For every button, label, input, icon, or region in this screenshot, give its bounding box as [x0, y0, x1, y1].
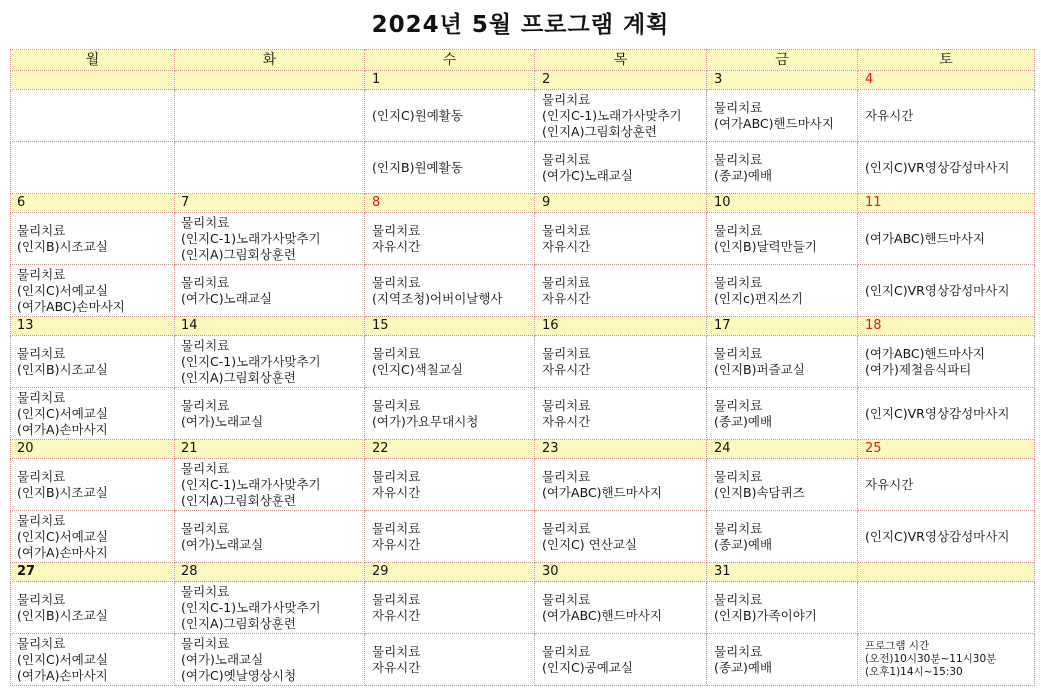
program-cell — [535, 388, 707, 440]
program-cell — [11, 634, 175, 686]
program-line: (인지C-1)노래가사맞추기 — [181, 230, 321, 246]
date-cell: 16 — [535, 317, 707, 336]
program-line: 물리치료 — [542, 151, 591, 167]
program-line: 물리치료 — [181, 274, 230, 290]
program-line: (여가C)노래교실 — [181, 290, 272, 306]
program-cell — [858, 90, 1035, 142]
weekday-header: 월 — [11, 50, 175, 71]
program-line: 자유시간 — [372, 659, 421, 675]
program-line: (인지B)속담퀴즈 — [714, 484, 805, 500]
program-calendar — [10, 49, 1035, 686]
date-cell — [175, 71, 365, 90]
program-line: 물리치료 — [17, 635, 66, 651]
program-cell — [858, 511, 1035, 563]
program-line: 물리치료 — [181, 460, 230, 476]
program-line: (인지C-1)노래가사맞추기 — [542, 107, 682, 123]
program-line: (여가ABC)손마사지 — [17, 298, 125, 314]
date-cell: 29 — [365, 563, 535, 582]
program-line: (여가)노래교실 — [181, 536, 264, 552]
program-line: 물리치료 — [181, 520, 230, 536]
program-line: (인지C) 연산교실 — [542, 536, 637, 552]
date-cell: 28 — [175, 563, 365, 582]
program-line: 물리치료 — [542, 222, 591, 238]
program-line: 물리치료 — [372, 643, 421, 659]
program-line: (인지A)그림회상훈련 — [542, 123, 657, 139]
program-cell — [175, 213, 365, 265]
program-row — [11, 511, 1035, 563]
program-line: 물리치료 — [17, 591, 66, 607]
program-line: 물리치료 — [542, 397, 591, 413]
weekday-header: 토 — [858, 50, 1035, 71]
date-cell: 13 — [11, 317, 175, 336]
program-cell — [11, 511, 175, 563]
program-line: 물리치료 — [714, 643, 763, 659]
program-line: 자유시간 — [372, 484, 421, 500]
program-cell — [707, 511, 858, 563]
program-line: (여가C)옛날영상시청 — [181, 667, 297, 683]
program-row — [11, 265, 1035, 317]
program-line: (여가A)손마사지 — [17, 421, 108, 437]
program-cell — [175, 459, 365, 511]
program-cell — [11, 336, 175, 388]
program-line: 물리치료 — [714, 520, 763, 536]
program-line: 물리치료 — [372, 222, 421, 238]
program-line: (종교)예배 — [714, 413, 773, 429]
program-cell — [365, 90, 535, 142]
program-line: (여가)가요무대시청 — [372, 413, 479, 429]
program-line: (오전)10시30분~11시30분 — [865, 653, 997, 665]
program-line: 자유시간 — [372, 536, 421, 552]
date-cell: 25 — [858, 440, 1035, 459]
weekday-header: 수 — [365, 50, 535, 71]
program-line: 프로그램 시간 — [865, 640, 930, 652]
program-line: 물리치료 — [372, 274, 421, 290]
program-line: (여가C)노래교실 — [542, 167, 633, 183]
program-line: 물리치료 — [714, 222, 763, 238]
program-line: (인지C-1)노래가사맞추기 — [181, 353, 321, 369]
program-cell — [858, 336, 1035, 388]
program-line: (인지C)공예교실 — [542, 659, 633, 675]
program-line: 물리치료 — [372, 397, 421, 413]
date-cell: 17 — [707, 317, 858, 336]
weekday-header: 금 — [707, 50, 858, 71]
program-cell — [535, 90, 707, 142]
date-cell: 21 — [175, 440, 365, 459]
date-cell: 1 — [365, 71, 535, 90]
program-line: (인지C)VR영상감성마사지 — [865, 528, 1010, 544]
program-row — [11, 142, 1035, 194]
week-date-row — [11, 440, 1035, 459]
program-line: (여가A)손마사지 — [17, 544, 108, 560]
date-cell: 31 — [707, 563, 858, 582]
program-line: 물리치료 — [542, 468, 591, 484]
date-cell: 27 — [11, 563, 175, 582]
program-line: 자유시간 — [542, 413, 591, 429]
program-line: (인지B)원예활동 — [372, 159, 463, 175]
program-cell — [365, 265, 535, 317]
program-cell — [365, 388, 535, 440]
program-line: (인지A)그림회상훈련 — [181, 492, 296, 508]
program-line: 물리치료 — [714, 591, 763, 607]
program-line: (인지C)서예교실 — [17, 528, 108, 544]
program-line: (여가)제철음식파티 — [865, 361, 972, 377]
date-cell: 15 — [365, 317, 535, 336]
program-line: (인지C)VR영상감성마사지 — [865, 159, 1010, 175]
program-cell — [707, 459, 858, 511]
program-cell — [535, 265, 707, 317]
date-cell: 9 — [535, 194, 707, 213]
program-line: (인지C)VR영상감성마사지 — [865, 405, 1010, 421]
date-cell: 8 — [365, 194, 535, 213]
program-line: (종교)예배 — [714, 536, 773, 552]
date-cell — [11, 71, 175, 90]
program-cell — [858, 388, 1035, 440]
program-cell — [175, 336, 365, 388]
program-cell — [707, 582, 858, 634]
program-cell — [858, 213, 1035, 265]
program-cell — [365, 511, 535, 563]
date-cell: 30 — [535, 563, 707, 582]
program-cell — [175, 142, 365, 194]
program-line: (인지C)VR영상감성마사지 — [865, 282, 1010, 298]
program-line: (인지B)가족이야기 — [714, 607, 817, 623]
program-cell — [707, 142, 858, 194]
program-line: (오후1)14시~15:30 — [865, 666, 963, 678]
program-line: 물리치료 — [714, 99, 763, 115]
program-line: (인지B)퍼즐교실 — [714, 361, 805, 377]
program-cell — [11, 582, 175, 634]
program-line: 물리치료 — [372, 591, 421, 607]
program-line: 물리치료 — [542, 345, 591, 361]
program-line: 물리치료 — [17, 389, 66, 405]
program-line: (여가ABC)핸드마사지 — [542, 484, 662, 500]
date-cell: 22 — [365, 440, 535, 459]
date-cell: 11 — [858, 194, 1035, 213]
date-cell: 23 — [535, 440, 707, 459]
date-cell: 6 — [11, 194, 175, 213]
date-cell: 24 — [707, 440, 858, 459]
program-line: (인지B)달력만들기 — [714, 238, 817, 254]
program-cell — [11, 142, 175, 194]
week-date-row — [11, 71, 1035, 90]
program-line: 물리치료 — [17, 512, 66, 528]
program-row — [11, 213, 1035, 265]
program-cell — [365, 336, 535, 388]
week-date-row — [11, 317, 1035, 336]
program-line: 자유시간 — [372, 238, 421, 254]
program-cell — [175, 511, 365, 563]
program-cell — [707, 336, 858, 388]
program-line: 물리치료 — [17, 222, 66, 238]
program-line: (인지c)편지쓰기 — [714, 290, 804, 306]
date-cell: 3 — [707, 71, 858, 90]
program-cell — [858, 142, 1035, 194]
program-line: 물리치료 — [714, 397, 763, 413]
program-cell — [175, 265, 365, 317]
program-line: (여가)노래교실 — [181, 413, 264, 429]
program-line: (인지B)시조교실 — [17, 361, 108, 377]
program-cell — [365, 213, 535, 265]
weekday-header: 목 — [535, 50, 707, 71]
program-line: (인지C)원예활동 — [372, 107, 463, 123]
program-cell — [535, 511, 707, 563]
program-line: 물리치료 — [542, 91, 591, 107]
program-cell — [707, 213, 858, 265]
date-cell — [858, 563, 1035, 582]
program-line: (인지B)시조교실 — [17, 484, 108, 500]
program-line: 물리치료 — [17, 345, 66, 361]
program-line: (여가ABC)핸드마사지 — [865, 230, 985, 246]
program-cell — [175, 582, 365, 634]
program-line: (인지C-1)노래가사맞추기 — [181, 476, 321, 492]
program-cell — [11, 213, 175, 265]
program-line: (인지C-1)노래가사맞추기 — [181, 599, 321, 615]
program-row — [11, 336, 1035, 388]
program-line: (여가ABC)핸드마사지 — [542, 607, 662, 623]
program-cell — [535, 142, 707, 194]
program-cell — [535, 336, 707, 388]
program-line: 물리치료 — [372, 520, 421, 536]
program-line: (인지C)서예교실 — [17, 651, 108, 667]
program-line: 물리치료 — [542, 591, 591, 607]
program-line: 물리치료 — [181, 583, 230, 599]
program-cell — [535, 582, 707, 634]
date-cell: 2 — [535, 71, 707, 90]
program-line: 자유시간 — [542, 361, 591, 377]
program-cell — [365, 459, 535, 511]
program-line: (여가A)손마사지 — [17, 667, 108, 683]
program-line: 물리치료 — [181, 337, 230, 353]
program-cell — [11, 388, 175, 440]
program-line: 물리치료 — [372, 468, 421, 484]
weekday-header: 화 — [175, 50, 365, 71]
program-cell — [707, 388, 858, 440]
program-cell — [11, 265, 175, 317]
program-line: 물리치료 — [181, 214, 230, 230]
program-line: 자유시간 — [865, 476, 914, 492]
week-date-row — [11, 563, 1035, 582]
program-line: (인지C)서예교실 — [17, 405, 108, 421]
program-line: 자유시간 — [542, 238, 591, 254]
program-cell — [175, 388, 365, 440]
program-line: 물리치료 — [714, 468, 763, 484]
program-row — [11, 634, 1035, 686]
program-line: (여가ABC)핸드마사지 — [865, 345, 985, 361]
program-line: 자유시간 — [542, 290, 591, 306]
program-cell — [11, 90, 175, 142]
program-line: (종교)예배 — [714, 659, 773, 675]
date-cell: 7 — [175, 194, 365, 213]
program-cell — [707, 265, 858, 317]
program-cell — [11, 459, 175, 511]
program-line: (인지C)색칠교실 — [372, 361, 463, 377]
program-row — [11, 90, 1035, 142]
page-title: 2024년 5월 프로그램 계획 — [371, 12, 670, 38]
program-cell — [365, 142, 535, 194]
program-line: (여가)노래교실 — [181, 651, 264, 667]
date-cell: 14 — [175, 317, 365, 336]
program-line: 물리치료 — [714, 274, 763, 290]
program-line: 물리치료 — [372, 345, 421, 361]
program-line: 물리치료 — [542, 643, 591, 659]
program-line: 물리치료 — [17, 266, 66, 282]
program-cell — [858, 582, 1035, 634]
program-cell — [858, 459, 1035, 511]
date-cell: 18 — [858, 317, 1035, 336]
program-line: (종교)예배 — [714, 167, 773, 183]
program-cell — [535, 459, 707, 511]
program-cell — [175, 90, 365, 142]
program-row — [11, 582, 1035, 634]
program-cell — [707, 90, 858, 142]
program-line: 자유시간 — [865, 107, 914, 123]
program-line: (인지B)시조교실 — [17, 238, 108, 254]
date-cell: 20 — [11, 440, 175, 459]
program-line: 물리치료 — [542, 520, 591, 536]
program-row — [11, 459, 1035, 511]
program-row — [11, 388, 1035, 440]
date-cell: 10 — [707, 194, 858, 213]
program-line: (지역조청)어버이날행사 — [372, 290, 503, 306]
program-line: (인지A)그림회상훈련 — [181, 615, 296, 631]
program-line: 물리치료 — [181, 397, 230, 413]
program-line: 물리치료 — [542, 274, 591, 290]
program-line: (인지C)서예교실 — [17, 282, 108, 298]
weekday-header-row — [11, 50, 1035, 71]
program-line: (여가ABC)핸드마사지 — [714, 115, 834, 131]
program-cell — [365, 634, 535, 686]
program-line: 물리치료 — [17, 468, 66, 484]
program-cell — [535, 213, 707, 265]
program-cell — [707, 634, 858, 686]
date-cell: 4 — [858, 71, 1035, 90]
program-line: 물리치료 — [714, 345, 763, 361]
program-cell — [858, 634, 1035, 686]
week-date-row — [11, 194, 1035, 213]
program-cell — [535, 634, 707, 686]
program-cell — [858, 265, 1035, 317]
program-line: 물리치료 — [181, 635, 230, 651]
program-line: (인지B)시조교실 — [17, 607, 108, 623]
program-line: 물리치료 — [714, 151, 763, 167]
program-line: (인지A)그림회상훈련 — [181, 369, 296, 385]
program-line: (인지A)그림회상훈련 — [181, 246, 296, 262]
program-cell — [175, 634, 365, 686]
program-cell — [365, 582, 535, 634]
program-line: 자유시간 — [372, 607, 421, 623]
